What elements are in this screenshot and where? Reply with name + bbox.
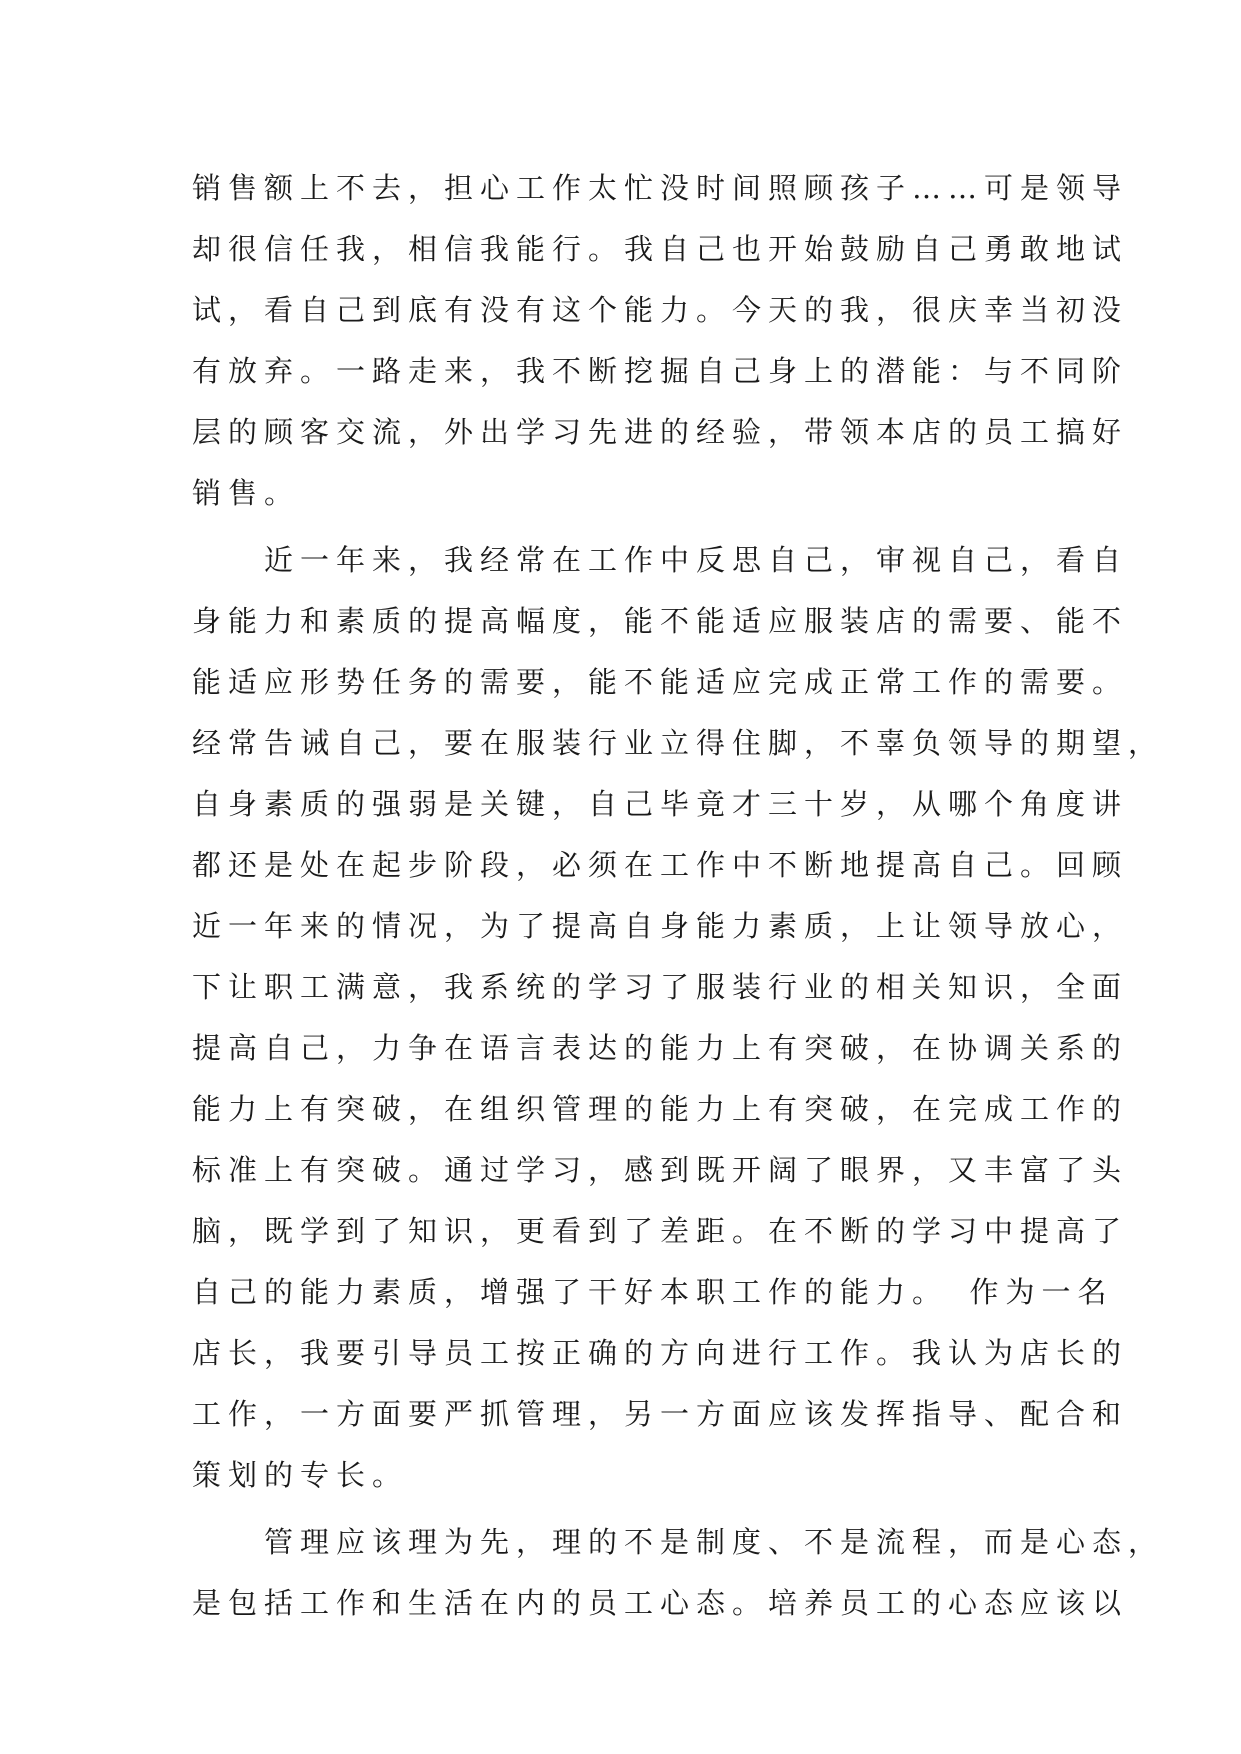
text-line: 自身素质的强弱是关键，自己毕竟才三十岁，从哪个角度讲 <box>192 787 1129 821</box>
text-line: 自己的能力素质，增强了干好本职工作的能力。 作为一名 <box>192 1275 1114 1309</box>
text-line: 有放弃。一路走来，我不断挖掘自己身上的潜能：与不同阶 <box>192 354 1129 388</box>
text-line: 标准上有突破。通过学习，感到既开阔了眼界，又丰富了头 <box>192 1153 1129 1187</box>
text-line: 都还是处在起步阶段，必须在工作中不断地提高自己。回顾 <box>192 848 1129 882</box>
text-line: 店长，我要引导员工按正确的方向进行工作。我认为店长的 <box>192 1336 1129 1370</box>
text-line: 是包括工作和生活在内的员工心态。培养员工的心态应该以 <box>192 1586 1129 1620</box>
text-line: 近一年来，我经常在工作中反思自己，审视自己，看自 <box>192 543 1129 577</box>
text-line: 管理应该理为先，理的不是制度、不是流程，而是心态， <box>192 1525 1165 1559</box>
text-line: 身能力和素质的提高幅度，能不能适应服装店的需要、能不 <box>192 604 1129 638</box>
text-line: 近一年来的情况，为了提高自身能力素质，上让领导放心， <box>192 909 1129 943</box>
text-line: 下让职工满意，我系统的学习了服装行业的相关知识，全面 <box>192 970 1129 1004</box>
text-line: 脑，既学到了知识，更看到了差距。在不断的学习中提高了 <box>192 1214 1129 1248</box>
text-line: 能适应形势任务的需要，能不能适应完成正常工作的需要。 <box>192 665 1129 699</box>
document-body <box>192 158 1165 1634</box>
paragraph-2 <box>192 530 1165 1506</box>
text-line: 层的顾客交流，外出学习先进的经验，带领本店的员工搞好 <box>192 415 1129 449</box>
text-line: 销售额上不去，担心工作太忙没时间照顾孩子……可是领导 <box>192 171 1129 205</box>
text-line: 却很信任我，相信我能行。我自己也开始鼓励自己勇敢地试 <box>192 232 1129 266</box>
text-line: 策划的专长。 <box>192 1458 409 1492</box>
paragraph-1 <box>192 158 1129 524</box>
text-line: 能力上有突破，在组织管理的能力上有突破，在完成工作的 <box>192 1092 1129 1126</box>
text-line: 提高自己，力争在语言表达的能力上有突破，在协调关系的 <box>192 1031 1129 1065</box>
text-line: 试，看自己到底有没有这个能力。今天的我，很庆幸当初没 <box>192 293 1129 327</box>
text-line: 经常告诫自己，要在服装行业立得住脚，不辜负领导的期望， <box>192 726 1165 760</box>
paragraph-3 <box>192 1512 1165 1634</box>
text-line: 工作，一方面要严抓管理，另一方面应该发挥指导、配合和 <box>192 1397 1129 1431</box>
text-line: 销售。 <box>192 476 301 510</box>
